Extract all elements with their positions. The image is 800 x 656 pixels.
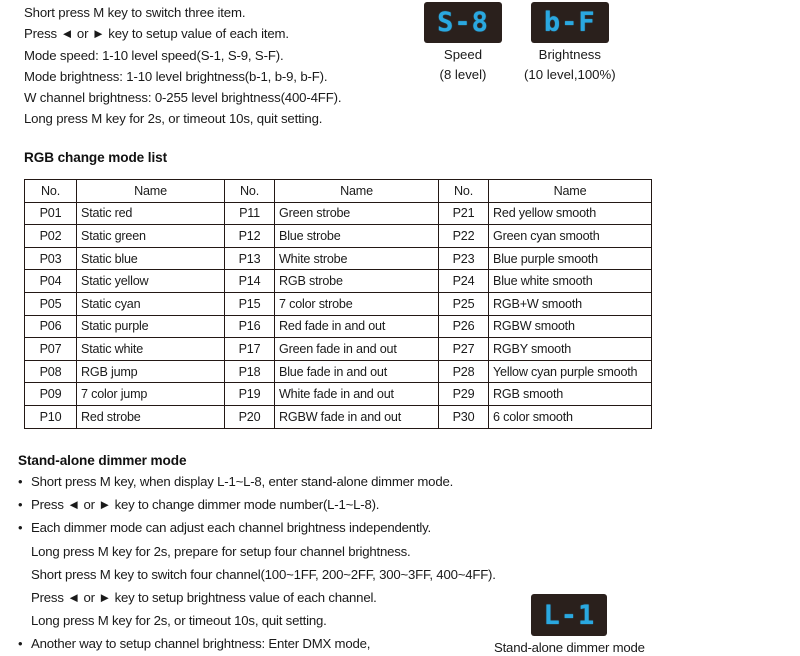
- mode-name-cell: Red fade in and out: [275, 315, 439, 338]
- table-row: [25, 225, 652, 248]
- dimmer-bullet-line: • Short press M key, when display L-1~L-8, enter stand-alone dimmer mode.: [18, 470, 538, 493]
- mode-name-cell: White fade in and out: [275, 383, 439, 406]
- mode-number-cell: P10: [25, 405, 77, 428]
- brightness-display-screen: [531, 2, 609, 43]
- mode-number-cell: P23: [439, 247, 489, 270]
- instruction-line: Short press M key to switch three item.: [24, 5, 246, 20]
- dimmer-indent-line: Long press M key for 2s, or timeout 10s, quit setting.: [31, 613, 327, 629]
- mode-name-cell: Blue strobe: [275, 225, 439, 248]
- speed-display-screen: [424, 2, 502, 43]
- dimmer-indent-line: Long press M key for 2s, prepare for setup four channel brightness.: [31, 543, 411, 559]
- mode-name-cell: 7 color strobe: [275, 292, 439, 315]
- mode-number-cell: P18: [225, 360, 275, 383]
- brightness-display-caption: Brightness: [538, 47, 601, 62]
- mode-number-cell: P28: [439, 360, 489, 383]
- column-header-name-1: Name: [77, 180, 225, 203]
- dimmer-bullet-line: • Each dimmer mode can adjust each channel brightness independently.: [18, 516, 538, 539]
- brightness-display-caption-sub: (10 level,100%): [524, 67, 616, 82]
- mode-name-cell: Static white: [77, 338, 225, 361]
- mode-number-cell: P13: [225, 247, 275, 270]
- mode-number-cell: P07: [25, 338, 77, 361]
- mode-name-cell: RGB strobe: [275, 270, 439, 293]
- mode-name-cell: Blue purple smooth: [489, 247, 652, 270]
- mode-number-cell: P04: [25, 270, 77, 293]
- table-row: [25, 338, 652, 361]
- mode-name-cell: Static cyan: [77, 292, 225, 315]
- mode-name-cell: Green fade in and out: [275, 338, 439, 361]
- mode-name-cell: 6 color smooth: [489, 405, 652, 428]
- mode-name-cell: Static green: [77, 225, 225, 248]
- mode-number-cell: P27: [439, 338, 489, 361]
- instruction-line: Mode brightness: 1-10 level brightness(b-1, b-9, b-F).: [24, 68, 328, 84]
- table-row: [25, 360, 652, 383]
- mode-number-cell: P08: [25, 360, 77, 383]
- mode-number-cell: P12: [225, 225, 275, 248]
- stand-alone-dimmer-display-figure: [494, 594, 645, 656]
- mode-name-cell: Green cyan smooth: [489, 225, 652, 248]
- mode-name-cell: RGB jump: [77, 360, 225, 383]
- brightness-display-figure: [524, 2, 616, 83]
- dimmer-indent-line: Press ◄ or ► key to setup brightness value of each channel.: [31, 590, 377, 606]
- dimmer-indent-line: Short press M key to switch four channel(100~1FF, 200~2FF, 300~3FF, 400~4FF).: [31, 566, 496, 582]
- mode-name-cell: Static blue: [77, 247, 225, 270]
- mode-number-cell: P17: [225, 338, 275, 361]
- table-row: [25, 202, 652, 225]
- brightness-display-value: b-F: [543, 7, 596, 38]
- mode-name-cell: RGB smooth: [489, 383, 652, 406]
- dimmer-bullet-line: • Another way to setup channel brightness: Enter DMX mode,: [18, 632, 538, 655]
- mode-number-cell: P24: [439, 270, 489, 293]
- column-header-no-2: No.: [225, 180, 275, 203]
- mode-number-cell: P06: [25, 315, 77, 338]
- display-figures-top: [424, 2, 616, 83]
- stand-alone-dimmer-display-caption: Stand-alone dimmer mode: [494, 640, 645, 655]
- mode-number-cell: P14: [225, 270, 275, 293]
- mode-name-cell: Red yellow smooth: [489, 202, 652, 225]
- mode-name-cell: Blue white smooth: [489, 270, 652, 293]
- mode-name-cell: Static purple: [77, 315, 225, 338]
- mode-name-cell: White strobe: [275, 247, 439, 270]
- instruction-line: Long press M key for 2s, or timeout 10s, quit setting.: [24, 111, 323, 127]
- mode-name-cell: RGB+W smooth: [489, 292, 652, 315]
- mode-number-cell: P03: [25, 247, 77, 270]
- mode-name-cell: 7 color jump: [77, 383, 225, 406]
- setup-instructions-block: [24, 2, 444, 130]
- mode-number-cell: P21: [439, 202, 489, 225]
- mode-number-cell: P25: [439, 292, 489, 315]
- instruction-line: W channel brightness: 0-255 level brightness(400-4FF).: [24, 90, 342, 106]
- column-header-name-3: Name: [489, 180, 652, 203]
- speed-display-figure: [424, 2, 502, 83]
- mode-number-cell: P22: [439, 225, 489, 248]
- table-row: [25, 383, 652, 406]
- mode-name-cell: Static yellow: [77, 270, 225, 293]
- mode-name-cell: RGBW smooth: [489, 315, 652, 338]
- mode-name-cell: RGBW fade in and out: [275, 405, 439, 428]
- mode-number-cell: P16: [225, 315, 275, 338]
- column-header-no-3: No.: [439, 180, 489, 203]
- mode-name-cell: Yellow cyan purple smooth: [489, 360, 652, 383]
- table-row: [25, 247, 652, 270]
- rgb-change-mode-list-title: RGB change mode list: [24, 150, 168, 165]
- speed-display-caption-sub: (8 level): [439, 67, 487, 82]
- mode-number-cell: P20: [225, 405, 275, 428]
- table-row: [25, 315, 652, 338]
- column-header-name-2: Name: [275, 180, 439, 203]
- dimmer-bullet-line: • Press ◄ or ► key to change dimmer mode number(L-1~L-8).: [18, 493, 538, 516]
- mode-number-cell: P26: [439, 315, 489, 338]
- mode-number-cell: P09: [25, 383, 77, 406]
- mode-name-cell: Blue fade in and out: [275, 360, 439, 383]
- stand-alone-dimmer-display-screen: [531, 594, 607, 636]
- mode-number-cell: P02: [25, 225, 77, 248]
- mode-number-cell: P05: [25, 292, 77, 315]
- speed-display-value: S-8: [437, 7, 489, 38]
- table-row: [25, 405, 652, 428]
- mode-number-cell: P30: [439, 405, 489, 428]
- mode-name-cell: Static red: [77, 202, 225, 225]
- instruction-line: Press ◄ or ► key to setup value of each item.: [24, 26, 289, 42]
- mode-name-cell: RGBY smooth: [489, 338, 652, 361]
- table-row: [25, 292, 652, 315]
- table-header-row: [25, 180, 652, 203]
- instruction-line: Mode speed: 1-10 level speed(S-1, S-9, S-F).: [24, 47, 284, 63]
- rgb-change-mode-table: [24, 179, 652, 429]
- stand-alone-dimmer-mode-title: Stand-alone dimmer mode: [18, 453, 187, 468]
- mode-name-cell: Green strobe: [275, 202, 439, 225]
- mode-number-cell: P15: [225, 292, 275, 315]
- display-figure-bottom: [494, 594, 645, 656]
- column-header-no-1: No.: [25, 180, 77, 203]
- mode-name-cell: Red strobe: [77, 405, 225, 428]
- speed-display-caption: Speed: [443, 47, 483, 62]
- stand-alone-dimmer-display-value: L-1: [543, 599, 596, 631]
- mode-number-cell: P01: [25, 202, 77, 225]
- mode-number-cell: P29: [439, 383, 489, 406]
- mode-number-cell: P19: [225, 383, 275, 406]
- dimmer-instructions-block: [18, 470, 538, 656]
- table-row: [25, 270, 652, 293]
- mode-number-cell: P11: [225, 202, 275, 225]
